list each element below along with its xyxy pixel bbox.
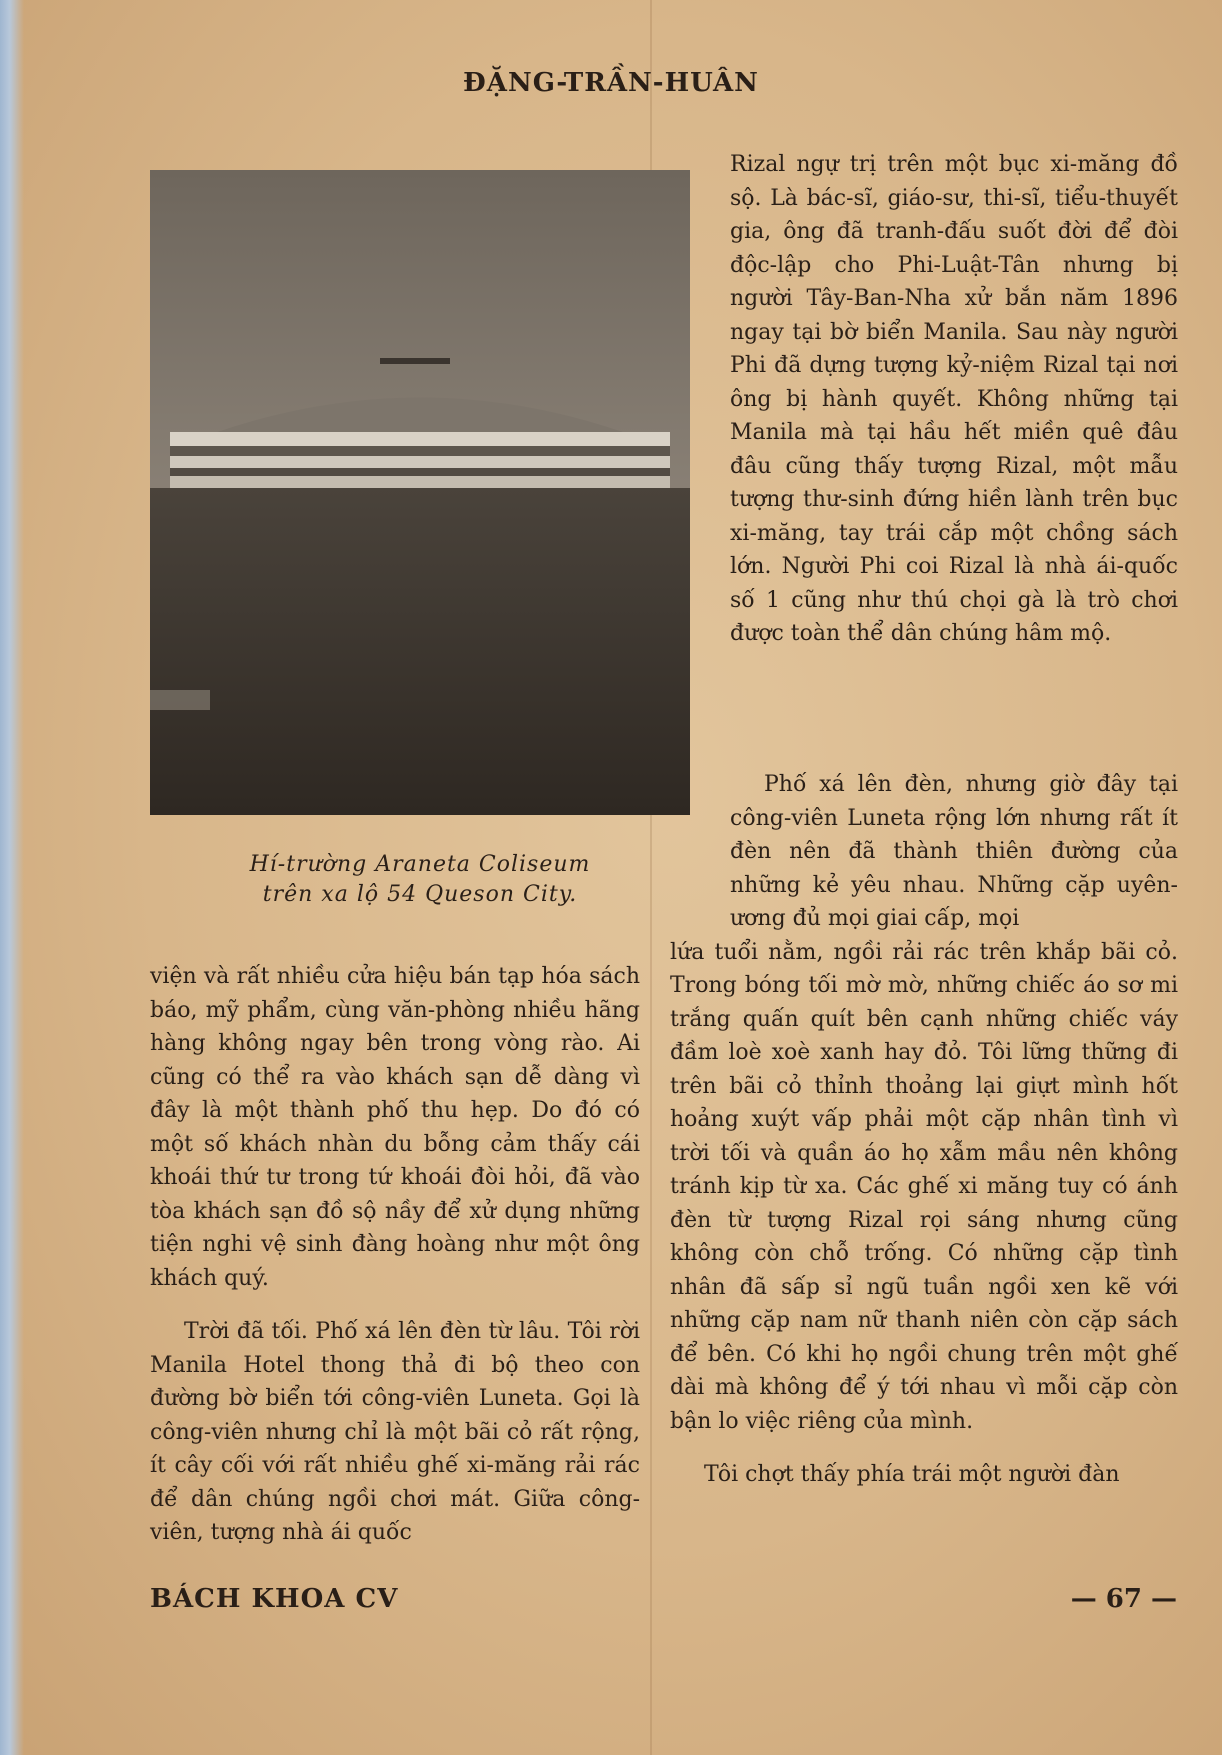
coliseum-photo: [150, 170, 690, 815]
page-number: — 67 —: [1070, 1584, 1177, 1614]
publication-name: BÁCH KHOA CV: [150, 1584, 399, 1614]
right-column-top: [730, 148, 1178, 671]
caption-line-2: trên xa lộ 54 Queson City.: [262, 882, 578, 907]
right-column-bottom: [670, 768, 1178, 1512]
left-column: [150, 960, 640, 1570]
article-paragraph: Phố xá lên đèn, nhưng giờ đây tại công-viên Luneta rộng lớn nhưng rất ít đèn nên đã thành thiên đường của những kẻ yêu nhau. Những cặp uyên-ương đủ mọi giai cấp, mọi: [730, 772, 1178, 931]
article-paragraph: viện và rất nhiều cửa hiệu bán tạp hóa sách báo, mỹ phẩm, cùng văn-phòng nhiều hãng hàng không ngay bên trong vòng rào. Ai cũng có thể ra vào khách sạn dễ dàng vì đây là một thành phố thu hẹp. Do đó có một số khách nhàn du bỗng cảm thấy cái khoái thứ tư trong tứ khoái đòi hỏi, đã vào tòa khách sạn đồ sộ nầy để xử dụng những tiện nghi vệ sinh đàng hoàng như một ông khách quý.: [150, 964, 640, 1291]
caption-line-1: Hí-trường Araneta Coliseum: [249, 852, 591, 877]
page-torn-edge: [0, 0, 24, 1755]
article-paragraph: Rizal ngự trị trên một bục xi-măng đồ sộ. Là bác-sĩ, giáo-sư, thi-sĩ, tiểu-thuyết gia, ông đã tranh-đấu suốt đời để đòi độc-lập cho Phi-Luật-Tân nhưng bị người Tây-Ban-Nha xử bắn năm 1896 ngay tại bờ biển Manila. Sau này người Phi đã dựng tượng kỷ-niệm Rizal tại nơi ông bị hành quyết. Không những tại Manila mà tại hầu hết miền quê đâu đâu cũng thấy tượng Rizal, một mẫu tượng thư-sinh đứng hiền lành trên bục xi-măng, tay trái cắp một chồng sách lớn. Người Phi coi Rizal là nhà ái-quốc số 1 cũng như thú chọi gà là trò chơi được toàn thể dân chúng hâm mộ.: [730, 152, 1178, 646]
page-header-author: ĐẶNG-TRẦN-HUÂN: [463, 68, 759, 98]
article-paragraph: Tôi chợt thấy phía trái một người đàn: [704, 1462, 1120, 1487]
photo-caption: [150, 850, 690, 910]
article-paragraph: Trời đã tối. Phố xá lên đèn từ lâu. Tôi rời Manila Hotel thong thả đi bộ theo con đường bờ biển tới công-viên Luneta. Gọi là công-viên nhưng chỉ là một bãi cỏ rất rộng, ít cây cối với rất nhiều ghế xi-măng rải rác để dân chúng ngồi chơi mát. Giữa công-viên, tượng nhà ái quốc: [150, 1319, 640, 1545]
article-paragraph-continued: lứa tuổi nằm, ngồi rải rác trên khắp bãi cỏ. Trong bóng tối mờ mờ, những chiếc áo sơ mi trắng quấn quít bên cạnh những chiếc váy đầm loè xoè xanh hay đỏ. Tôi lững thững đi trên bãi cỏ thỉnh thoảng lại giựt mình hốt hoảng xuýt vấp phải một cặp nhân tình vì trời tối và quần áo họ xẫm mầu nên không tránh kịp từ xa. Các ghế xi măng tuy có ánh đèn từ tượng Rizal rọi sáng nhưng cũng không còn chỗ trống. Có những cặp tình nhân đã sấp sỉ ngũ tuần ngồi xen kẽ với những cặp nam nữ thanh niên còn cặp sách để bên. Có khi họ ngồi chung trên một ghế dài mà không để ý tới nhau vì mỗi cặp còn bận lo việc riêng của mình.: [670, 939, 1178, 1434]
